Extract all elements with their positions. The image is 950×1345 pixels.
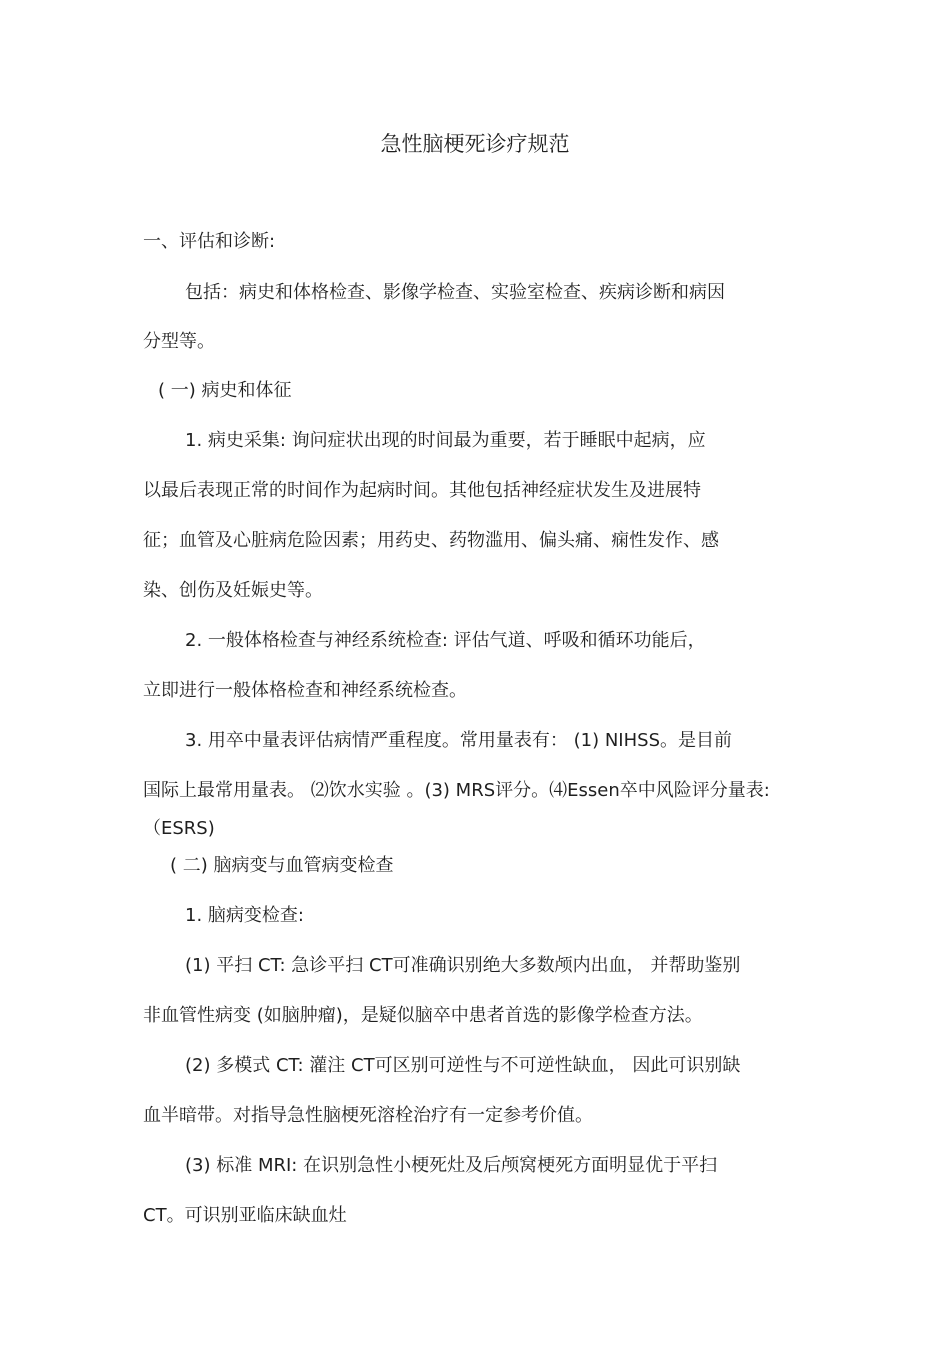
document-title: 急性脑梗死诊疗规范	[380, 132, 570, 156]
paragraph-line: 非血管性病变 (如脑肿瘤)，是疑似脑卒中患者首选的影像学检查方法。	[143, 1005, 703, 1026]
paragraph-line: 国际上最常用量表。 ⑵饮水实验 。(3) MRS评分。⑷Essen卒中风险评分量表:	[143, 780, 770, 801]
paragraph-line: 1. 脑病变检查:	[185, 905, 304, 926]
paragraph-line: CT。可识别亚临床缺血灶	[143, 1205, 347, 1226]
section-heading: 一、评估和诊断:	[143, 231, 276, 252]
paragraph-line: 血半暗带。对指导急性脑梗死溶栓治疗有一定参考价值。	[143, 1105, 593, 1126]
paragraph-line: 以最后表现正常的时间作为起病时间。其他包括神经症状发生及进展特	[143, 480, 701, 501]
paragraph-line: 征；血管及心脏病危险因素；用药史、药物滥用、偏头痛、痫性发作、感	[143, 530, 719, 551]
paragraph-line: 分型等。	[143, 331, 215, 352]
paragraph-line: 3. 用卒中量表评估病情严重程度。常用量表有： (1) NIHSS。是目前	[185, 730, 732, 751]
paragraph-line: 2. 一般体格检查与神经系统检查: 评估气道、呼吸和循环功能后，	[185, 630, 706, 651]
paragraph-line: (1) 平扫 CT: 急诊平扫 CT可准确识别绝大多数颅内出血， 并帮助鉴别	[185, 955, 741, 976]
paragraph-line: (2) 多模式 CT: 灌注 CT可区别可逆性与不可逆性缺血， 因此可识别缺	[185, 1055, 741, 1076]
paragraph-line: （ESRS)	[143, 818, 215, 839]
paragraph-line: 立即进行一般体格检查和神经系统检查。	[143, 680, 467, 701]
paragraph-line: 1. 病史采集: 询问症状出现的时间最为重要，若于睡眠中起病，应	[185, 430, 706, 451]
paragraph-line: (3) 标准 MRI: 在识别急性小梗死灶及后颅窝梗死方面明显优于平扫	[185, 1155, 718, 1176]
subsection-heading: ( 二) 脑病变与血管病变检查	[170, 855, 394, 876]
paragraph-line: 包括：病史和体格检查、影像学检查、实验室检查、疾病诊断和病因	[185, 282, 725, 303]
paragraph-line: 染、创伤及妊娠史等。	[143, 580, 323, 601]
subsection-heading: ( 一) 病史和体征	[158, 380, 292, 401]
